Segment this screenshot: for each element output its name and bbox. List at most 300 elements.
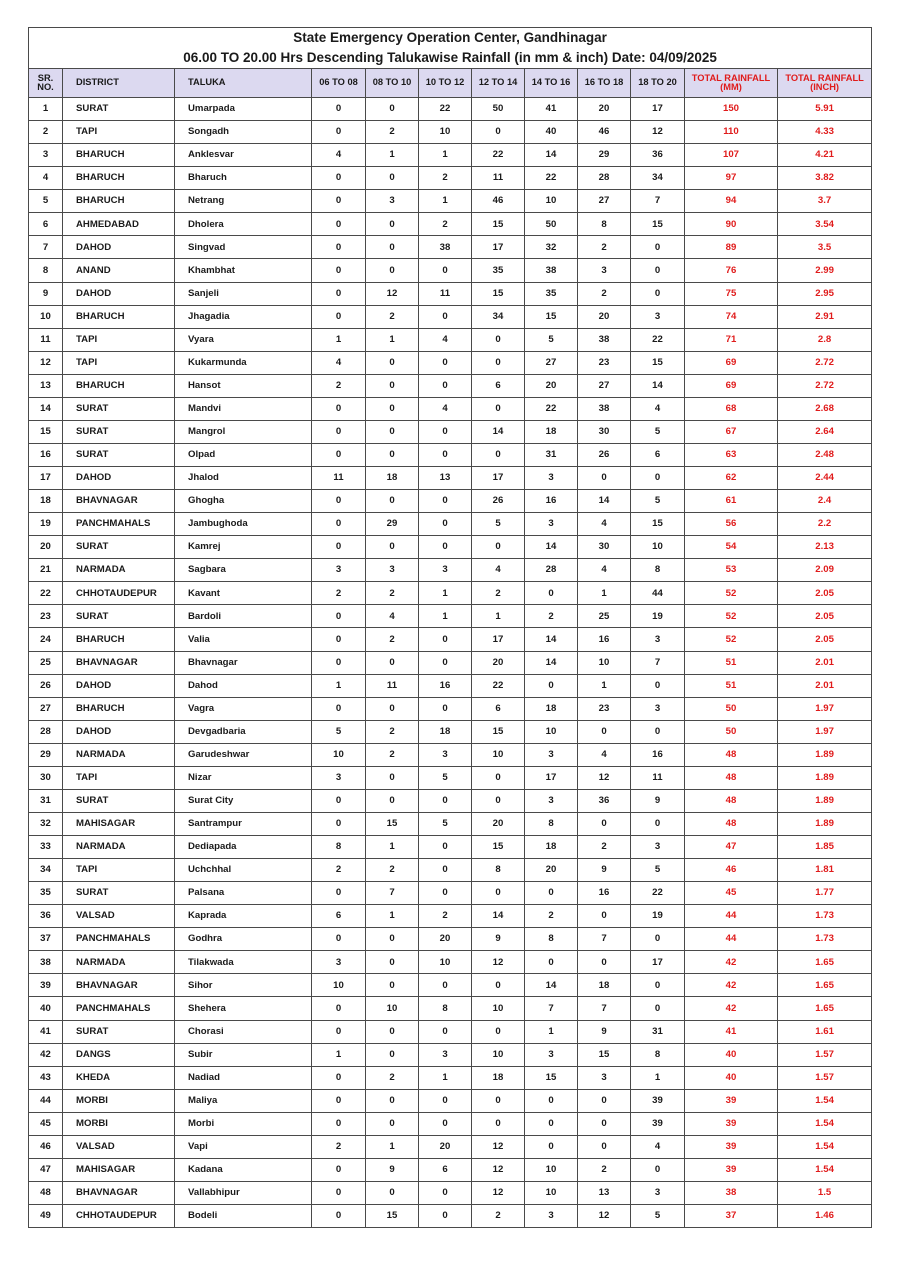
cell-total-mm: 39 (685, 1089, 778, 1112)
cell-16-to-18: 4 (578, 513, 631, 536)
cell-14-to-16: 10 (525, 720, 578, 743)
cell-10-to-12: 0 (419, 836, 472, 859)
cell-18-to-20: 15 (631, 351, 685, 374)
cell-08-to-10: 2 (366, 628, 419, 651)
cell-14-to-16: 15 (525, 1066, 578, 1089)
cell-total-mm: 38 (685, 1181, 778, 1204)
cell-total-mm: 52 (685, 605, 778, 628)
cell-08-to-10: 0 (366, 974, 419, 997)
report-title: State Emergency Operation Center, Gandhinagar (29, 28, 872, 49)
cell-total-mm: 39 (685, 1158, 778, 1181)
col-10-to-12: 10 TO 12 (419, 69, 472, 98)
cell-18-to-20: 39 (631, 1089, 685, 1112)
cell-total-inch: 3.82 (778, 167, 872, 190)
cell-district: SURAT (63, 420, 175, 443)
cell-12-to-14: 0 (472, 974, 525, 997)
cell-district: AHMEDABAD (63, 213, 175, 236)
table-row (29, 1043, 872, 1066)
cell-18-to-20: 0 (631, 236, 685, 259)
table-row (29, 351, 872, 374)
cell-taluka: Vapi (175, 1135, 312, 1158)
table-row (29, 167, 872, 190)
cell-14-to-16: 1 (525, 1020, 578, 1043)
cell-16-to-18: 23 (578, 697, 631, 720)
cell-16-to-18: 38 (578, 397, 631, 420)
cell-10-to-12: 0 (419, 651, 472, 674)
cell-sr-no: 1 (29, 98, 63, 121)
cell-total-mm: 150 (685, 98, 778, 121)
cell-06-to-08: 6 (312, 905, 366, 928)
cell-18-to-20: 39 (631, 1112, 685, 1135)
cell-sr-no: 26 (29, 674, 63, 697)
cell-total-mm: 51 (685, 674, 778, 697)
cell-18-to-20: 8 (631, 559, 685, 582)
cell-total-inch: 3.5 (778, 236, 872, 259)
cell-12-to-14: 12 (472, 1181, 525, 1204)
cell-total-inch: 2.44 (778, 467, 872, 490)
cell-total-inch: 1.65 (778, 951, 872, 974)
cell-10-to-12: 0 (419, 259, 472, 282)
cell-sr-no: 42 (29, 1043, 63, 1066)
cell-14-to-16: 10 (525, 190, 578, 213)
cell-16-to-18: 12 (578, 766, 631, 789)
cell-08-to-10: 0 (366, 374, 419, 397)
cell-total-inch: 2.72 (778, 351, 872, 374)
cell-sr-no: 48 (29, 1181, 63, 1204)
cell-10-to-12: 18 (419, 720, 472, 743)
table-row (29, 720, 872, 743)
cell-district: BHARUCH (63, 374, 175, 397)
cell-sr-no: 40 (29, 997, 63, 1020)
cell-14-to-16: 3 (525, 1205, 578, 1228)
cell-total-inch: 1.65 (778, 997, 872, 1020)
cell-14-to-16: 0 (525, 882, 578, 905)
cell-12-to-14: 15 (472, 836, 525, 859)
cell-total-mm: 94 (685, 190, 778, 213)
cell-10-to-12: 1 (419, 582, 472, 605)
cell-10-to-12: 0 (419, 789, 472, 812)
cell-district: CHHOTAUDEPUR (63, 1205, 175, 1228)
cell-taluka: Jambughoda (175, 513, 312, 536)
table-row (29, 905, 872, 928)
cell-sr-no: 6 (29, 213, 63, 236)
cell-18-to-20: 22 (631, 328, 685, 351)
cell-district: TAPI (63, 859, 175, 882)
cell-12-to-14: 9 (472, 928, 525, 951)
cell-10-to-12: 3 (419, 1043, 472, 1066)
cell-14-to-16: 27 (525, 351, 578, 374)
cell-08-to-10: 0 (366, 397, 419, 420)
cell-total-inch: 1.89 (778, 812, 872, 835)
cell-16-to-18: 12 (578, 1205, 631, 1228)
cell-14-to-16: 22 (525, 397, 578, 420)
cell-12-to-14: 12 (472, 1135, 525, 1158)
cell-total-mm: 47 (685, 836, 778, 859)
cell-14-to-16: 16 (525, 490, 578, 513)
cell-16-to-18: 1 (578, 582, 631, 605)
table-row (29, 397, 872, 420)
cell-12-to-14: 10 (472, 743, 525, 766)
cell-14-to-16: 3 (525, 467, 578, 490)
table-row (29, 789, 872, 812)
cell-district: MORBI (63, 1089, 175, 1112)
table-row (29, 1158, 872, 1181)
cell-district: BHARUCH (63, 167, 175, 190)
cell-16-to-18: 2 (578, 236, 631, 259)
cell-12-to-14: 0 (472, 1020, 525, 1043)
table-row (29, 443, 872, 466)
cell-taluka: Ghogha (175, 490, 312, 513)
col-sr-no: SR. NO. (29, 69, 63, 98)
cell-08-to-10: 0 (366, 213, 419, 236)
cell-18-to-20: 16 (631, 743, 685, 766)
cell-18-to-20: 5 (631, 420, 685, 443)
cell-sr-no: 31 (29, 789, 63, 812)
cell-total-mm: 42 (685, 951, 778, 974)
cell-18-to-20: 1 (631, 1066, 685, 1089)
cell-14-to-16: 0 (525, 674, 578, 697)
cell-total-mm: 48 (685, 789, 778, 812)
cell-total-mm: 50 (685, 720, 778, 743)
cell-total-inch: 1.54 (778, 1135, 872, 1158)
cell-18-to-20: 19 (631, 905, 685, 928)
cell-18-to-20: 0 (631, 282, 685, 305)
cell-08-to-10: 2 (366, 743, 419, 766)
cell-sr-no: 5 (29, 190, 63, 213)
cell-total-mm: 48 (685, 766, 778, 789)
cell-16-to-18: 0 (578, 812, 631, 835)
cell-total-inch: 2.09 (778, 559, 872, 582)
cell-taluka: Vagra (175, 697, 312, 720)
cell-06-to-08: 0 (312, 1181, 366, 1204)
cell-total-mm: 52 (685, 582, 778, 605)
cell-total-mm: 69 (685, 351, 778, 374)
cell-total-inch: 3.7 (778, 190, 872, 213)
cell-14-to-16: 2 (525, 905, 578, 928)
cell-sr-no: 47 (29, 1158, 63, 1181)
cell-sr-no: 21 (29, 559, 63, 582)
cell-14-to-16: 8 (525, 812, 578, 835)
cell-taluka: Kukarmunda (175, 351, 312, 374)
cell-14-to-16: 3 (525, 513, 578, 536)
cell-14-to-16: 50 (525, 213, 578, 236)
cell-16-to-18: 27 (578, 374, 631, 397)
cell-taluka: Dahod (175, 674, 312, 697)
cell-district: SURAT (63, 536, 175, 559)
cell-16-to-18: 38 (578, 328, 631, 351)
cell-18-to-20: 3 (631, 1181, 685, 1204)
cell-district: NARMADA (63, 951, 175, 974)
cell-district: BHARUCH (63, 190, 175, 213)
cell-10-to-12: 4 (419, 397, 472, 420)
table-row (29, 190, 872, 213)
cell-18-to-20: 34 (631, 167, 685, 190)
cell-total-inch: 2.2 (778, 513, 872, 536)
cell-06-to-08: 0 (312, 997, 366, 1020)
cell-total-inch: 2.91 (778, 305, 872, 328)
cell-sr-no: 45 (29, 1112, 63, 1135)
report-subtitle: 06.00 TO 20.00 Hrs Descending Talukawise Rainfall (in mm & inch) Date: 04/09/2025 (29, 48, 872, 69)
cell-12-to-14: 22 (472, 674, 525, 697)
cell-06-to-08: 0 (312, 651, 366, 674)
cell-total-inch: 2.05 (778, 582, 872, 605)
cell-16-to-18: 16 (578, 628, 631, 651)
cell-18-to-20: 31 (631, 1020, 685, 1043)
cell-taluka: Godhra (175, 928, 312, 951)
cell-18-to-20: 0 (631, 1158, 685, 1181)
col-14-to-16: 14 TO 16 (525, 69, 578, 98)
cell-total-mm: 56 (685, 513, 778, 536)
cell-06-to-08: 8 (312, 836, 366, 859)
cell-08-to-10: 15 (366, 812, 419, 835)
cell-total-mm: 76 (685, 259, 778, 282)
cell-total-mm: 42 (685, 974, 778, 997)
cell-total-mm: 62 (685, 467, 778, 490)
cell-08-to-10: 0 (366, 236, 419, 259)
cell-18-to-20: 5 (631, 1205, 685, 1228)
cell-14-to-16: 3 (525, 1043, 578, 1066)
cell-08-to-10: 11 (366, 674, 419, 697)
cell-district: TAPI (63, 121, 175, 144)
cell-06-to-08: 0 (312, 789, 366, 812)
cell-total-mm: 51 (685, 651, 778, 674)
cell-10-to-12: 38 (419, 236, 472, 259)
cell-08-to-10: 0 (366, 1181, 419, 1204)
cell-district: DAHOD (63, 282, 175, 305)
cell-10-to-12: 3 (419, 559, 472, 582)
cell-16-to-18: 7 (578, 928, 631, 951)
cell-total-mm: 39 (685, 1112, 778, 1135)
cell-total-inch: 1.57 (778, 1066, 872, 1089)
cell-14-to-16: 14 (525, 628, 578, 651)
cell-district: BHARUCH (63, 697, 175, 720)
cell-total-mm: 52 (685, 628, 778, 651)
cell-12-to-14: 12 (472, 1158, 525, 1181)
cell-14-to-16: 5 (525, 328, 578, 351)
cell-taluka: Uchchhal (175, 859, 312, 882)
cell-district: BHAVNAGAR (63, 1181, 175, 1204)
cell-14-to-16: 18 (525, 836, 578, 859)
cell-district: BHAVNAGAR (63, 651, 175, 674)
cell-taluka: Vyara (175, 328, 312, 351)
cell-total-mm: 61 (685, 490, 778, 513)
cell-08-to-10: 0 (366, 443, 419, 466)
cell-10-to-12: 1 (419, 1066, 472, 1089)
table-row (29, 490, 872, 513)
cell-16-to-18: 16 (578, 882, 631, 905)
cell-12-to-14: 10 (472, 1043, 525, 1066)
cell-12-to-14: 8 (472, 859, 525, 882)
cell-taluka: Kadana (175, 1158, 312, 1181)
col-12-to-14: 12 TO 14 (472, 69, 525, 98)
cell-sr-no: 36 (29, 905, 63, 928)
cell-taluka: Bhavnagar (175, 651, 312, 674)
cell-10-to-12: 0 (419, 513, 472, 536)
cell-total-mm: 75 (685, 282, 778, 305)
cell-sr-no: 35 (29, 882, 63, 905)
cell-18-to-20: 12 (631, 121, 685, 144)
cell-16-to-18: 3 (578, 1066, 631, 1089)
cell-14-to-16: 0 (525, 1135, 578, 1158)
cell-taluka: Bodeli (175, 1205, 312, 1228)
cell-08-to-10: 0 (366, 536, 419, 559)
cell-06-to-08: 3 (312, 951, 366, 974)
cell-16-to-18: 20 (578, 98, 631, 121)
cell-district: ANAND (63, 259, 175, 282)
cell-12-to-14: 0 (472, 789, 525, 812)
cell-06-to-08: 10 (312, 974, 366, 997)
cell-18-to-20: 0 (631, 467, 685, 490)
cell-12-to-14: 14 (472, 420, 525, 443)
cell-10-to-12: 5 (419, 812, 472, 835)
cell-14-to-16: 0 (525, 1089, 578, 1112)
cell-district: NARMADA (63, 836, 175, 859)
cell-taluka: Sagbara (175, 559, 312, 582)
cell-10-to-12: 10 (419, 121, 472, 144)
cell-12-to-14: 26 (472, 490, 525, 513)
cell-total-inch: 2.72 (778, 374, 872, 397)
cell-06-to-08: 4 (312, 351, 366, 374)
cell-06-to-08: 0 (312, 213, 366, 236)
cell-10-to-12: 5 (419, 766, 472, 789)
cell-10-to-12: 6 (419, 1158, 472, 1181)
cell-14-to-16: 18 (525, 420, 578, 443)
cell-total-inch: 3.54 (778, 213, 872, 236)
cell-total-inch: 1.73 (778, 928, 872, 951)
cell-10-to-12: 1 (419, 190, 472, 213)
cell-06-to-08: 0 (312, 513, 366, 536)
cell-taluka: Morbi (175, 1112, 312, 1135)
cell-08-to-10: 7 (366, 882, 419, 905)
cell-district: DANGS (63, 1043, 175, 1066)
table-row (29, 628, 872, 651)
cell-18-to-20: 7 (631, 651, 685, 674)
cell-sr-no: 28 (29, 720, 63, 743)
cell-06-to-08: 5 (312, 720, 366, 743)
cell-sr-no: 8 (29, 259, 63, 282)
cell-14-to-16: 10 (525, 1181, 578, 1204)
col-district: DISTRICT (63, 69, 175, 98)
cell-16-to-18: 7 (578, 997, 631, 1020)
cell-08-to-10: 0 (366, 1112, 419, 1135)
cell-total-mm: 45 (685, 882, 778, 905)
cell-taluka: Subir (175, 1043, 312, 1066)
cell-08-to-10: 1 (366, 1135, 419, 1158)
cell-16-to-18: 4 (578, 743, 631, 766)
cell-total-inch: 2.4 (778, 490, 872, 513)
cell-sr-no: 13 (29, 374, 63, 397)
cell-taluka: Kaprada (175, 905, 312, 928)
cell-taluka: Anklesvar (175, 144, 312, 167)
cell-18-to-20: 5 (631, 490, 685, 513)
cell-12-to-14: 15 (472, 720, 525, 743)
cell-total-inch: 1.54 (778, 1158, 872, 1181)
cell-16-to-18: 1 (578, 674, 631, 697)
cell-total-inch: 4.33 (778, 121, 872, 144)
cell-total-inch: 1.5 (778, 1181, 872, 1204)
cell-sr-no: 46 (29, 1135, 63, 1158)
cell-taluka: Shehera (175, 997, 312, 1020)
cell-12-to-14: 5 (472, 513, 525, 536)
table-row (29, 997, 872, 1020)
cell-12-to-14: 2 (472, 582, 525, 605)
cell-14-to-16: 3 (525, 789, 578, 812)
cell-14-to-16: 20 (525, 374, 578, 397)
cell-12-to-14: 15 (472, 282, 525, 305)
table-row (29, 236, 872, 259)
cell-18-to-20: 15 (631, 213, 685, 236)
cell-10-to-12: 3 (419, 743, 472, 766)
cell-18-to-20: 3 (631, 836, 685, 859)
cell-06-to-08: 0 (312, 1089, 366, 1112)
cell-06-to-08: 1 (312, 328, 366, 351)
cell-14-to-16: 14 (525, 144, 578, 167)
cell-06-to-08: 0 (312, 536, 366, 559)
cell-06-to-08: 1 (312, 1043, 366, 1066)
table-row (29, 536, 872, 559)
cell-10-to-12: 0 (419, 443, 472, 466)
cell-total-inch: 2.01 (778, 674, 872, 697)
cell-12-to-14: 0 (472, 766, 525, 789)
cell-sr-no: 34 (29, 859, 63, 882)
cell-sr-no: 16 (29, 443, 63, 466)
cell-06-to-08: 0 (312, 190, 366, 213)
cell-taluka: Singvad (175, 236, 312, 259)
cell-total-inch: 1.46 (778, 1205, 872, 1228)
cell-10-to-12: 0 (419, 1020, 472, 1043)
cell-10-to-12: 1 (419, 605, 472, 628)
cell-10-to-12: 0 (419, 374, 472, 397)
cell-12-to-14: 34 (472, 305, 525, 328)
cell-18-to-20: 22 (631, 882, 685, 905)
cell-total-inch: 2.95 (778, 282, 872, 305)
cell-taluka: Nizar (175, 766, 312, 789)
cell-sr-no: 25 (29, 651, 63, 674)
cell-08-to-10: 0 (366, 1089, 419, 1112)
cell-sr-no: 41 (29, 1020, 63, 1043)
cell-16-to-18: 36 (578, 789, 631, 812)
cell-16-to-18: 25 (578, 605, 631, 628)
column-header-row (29, 69, 872, 98)
table-row (29, 559, 872, 582)
cell-sr-no: 18 (29, 490, 63, 513)
cell-taluka: Mangrol (175, 420, 312, 443)
table-row (29, 766, 872, 789)
cell-district: BHAVNAGAR (63, 974, 175, 997)
cell-14-to-16: 3 (525, 743, 578, 766)
cell-total-mm: 41 (685, 1020, 778, 1043)
cell-16-to-18: 2 (578, 282, 631, 305)
table-row (29, 467, 872, 490)
cell-06-to-08: 0 (312, 490, 366, 513)
cell-06-to-08: 0 (312, 98, 366, 121)
cell-14-to-16: 10 (525, 1158, 578, 1181)
cell-14-to-16: 22 (525, 167, 578, 190)
cell-district: SURAT (63, 98, 175, 121)
cell-06-to-08: 0 (312, 167, 366, 190)
cell-total-mm: 46 (685, 859, 778, 882)
cell-08-to-10: 2 (366, 1066, 419, 1089)
cell-total-inch: 1.85 (778, 836, 872, 859)
cell-district: DAHOD (63, 467, 175, 490)
cell-total-inch: 2.68 (778, 397, 872, 420)
cell-12-to-14: 18 (472, 1066, 525, 1089)
cell-16-to-18: 20 (578, 305, 631, 328)
cell-taluka: Tilakwada (175, 951, 312, 974)
cell-18-to-20: 15 (631, 513, 685, 536)
cell-total-mm: 48 (685, 743, 778, 766)
cell-18-to-20: 5 (631, 859, 685, 882)
